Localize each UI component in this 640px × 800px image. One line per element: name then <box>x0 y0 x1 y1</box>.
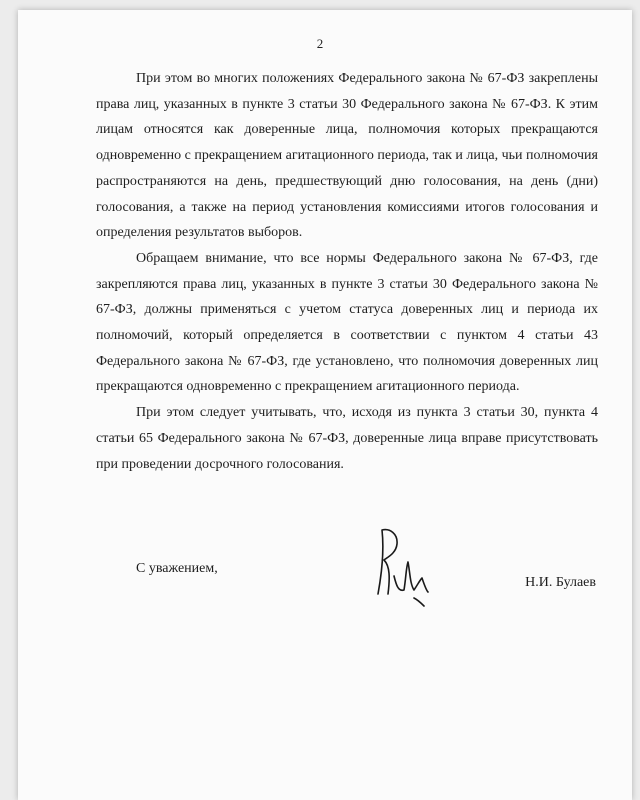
signer-name: Н.И. Булаев <box>525 575 596 590</box>
paragraph-3: При этом следует учитывать, что, исходя из пункта 3 статьи 30, пункта 4 статьи 65 Федерального закона № 67-ФЗ, доверенные лица вправе присутствовать при проведении досрочного голосования. <box>96 405 598 472</box>
paragraph-2: Обращаем внимание, что все нормы Федерального закона № 67-ФЗ, где закрепляются права лиц, указанных в пункте 3 статьи 30 Федерального закона № 67-ФЗ, должны применяться с учетом статуса доверенных лиц и периода их полномочий, который определяется в соответствии с пунктом 4 статьи 43 Федерального закона № 67-ФЗ, где установлено, что полномочия доверенных лиц прекращаются одновременно с прекращением агитационного периода. <box>96 250 598 395</box>
page-number: 2 <box>316 36 324 51</box>
paragraph-1: При этом во многих положениях Федерального закона № 67-ФЗ закреплены права лиц, указанных в пункте 3 статьи 30 Федерального закона № 67-ФЗ. К этим лицам относятся как доверенные лица, полномочия которых прекращаются одновременно с прекращением агитационного периода, так и лица, чьи полномочия распространяются на день, предшествующий дню голосования, на день (дни) голосования, а также на период установления комиссиями итогов голосования и определения результатов выборов. <box>96 71 598 241</box>
handwritten-signature <box>364 520 444 616</box>
closing-salutation: С уважением, <box>136 561 218 576</box>
letter-body <box>96 66 598 477</box>
